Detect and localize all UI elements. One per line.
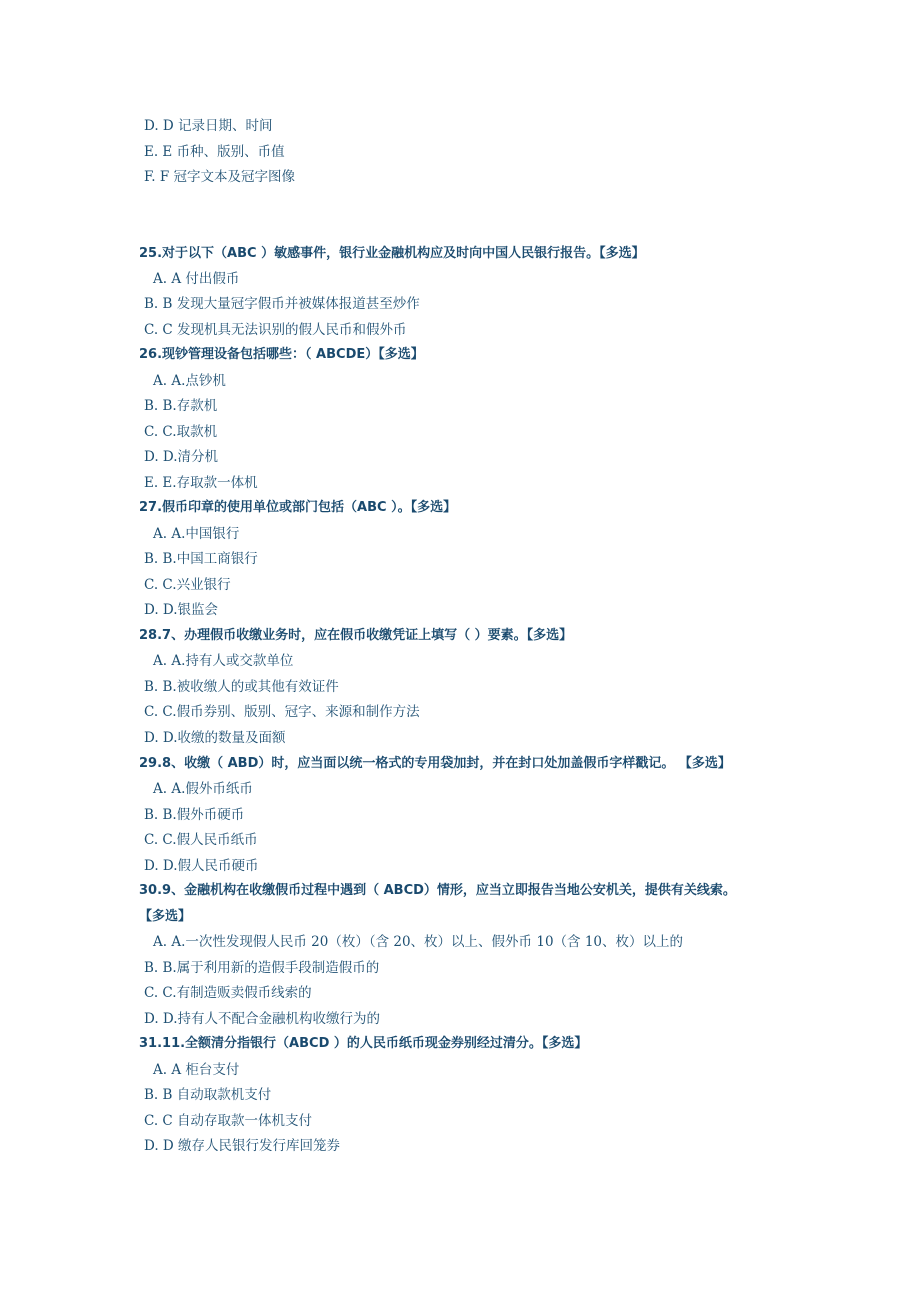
option-line: C. C.兴业银行	[144, 577, 231, 593]
option-line: F. F 冠字文本及冠字图像	[144, 169, 296, 185]
question-25: 25.对于以下（ABC ）敏感事件，银行业金融机构应及时向中国人民银行报告。【多选】	[139, 246, 645, 261]
question-30-tag: 【多选】	[139, 909, 192, 924]
option-line: C. C.有制造贩卖假币线索的	[144, 985, 312, 1001]
option-line: C. C.假人民币纸币	[144, 832, 258, 848]
option-line: C. C.取款机	[144, 424, 218, 440]
option-line: B. B.存款机	[144, 398, 218, 414]
option-line: D. D.清分机	[144, 449, 219, 465]
question-27: 27.假币印章的使用单位或部门包括（ABC ）。【多选】	[139, 500, 457, 515]
option-line: E. E.存取款一体机	[144, 475, 258, 491]
option-line: B. B 发现大量冠字假币并被媒体报道甚至炒作	[144, 296, 420, 312]
option-line: D. D.持有人不配合金融机构收缴行为的	[144, 1011, 381, 1027]
option-line: B. B 自动取款机支付	[144, 1087, 272, 1103]
question-26: 26.现钞管理设备包括哪些：（ ABCDE）【多选】	[139, 347, 424, 362]
option-line: B. B.被收缴人的或其他有效证件	[144, 679, 339, 695]
option-line: A. A.持有人或交款单位	[153, 653, 294, 669]
option-line: D. D.银监会	[144, 602, 219, 618]
option-line: B. B.假外币硬币	[144, 807, 245, 823]
option-line: A. A 柜台支付	[153, 1062, 240, 1078]
question-28: 28.7、办理假币收缴业务时，应在假币收缴凭证上填写（ ）要素。【多选】	[139, 628, 573, 643]
option-line: D. D 记录日期、时间	[144, 118, 273, 134]
option-line: B. B.中国工商银行	[144, 551, 258, 567]
question-30: 30.9、金融机构在收缴假币过程中遇到（ ABCD）情形，应当立即报告当地公安机关，提供有关线索。	[139, 883, 736, 898]
option-line: C. C 自动存取款一体机支付	[144, 1113, 313, 1129]
option-line: D. D.收缴的数量及面额	[144, 730, 286, 746]
option-line: A. A.点钞机	[153, 373, 226, 389]
option-line: D. D.假人民币硬币	[144, 858, 259, 874]
question-31: 31.11.全额清分指银行（ABCD ）的人民币纸币现金券别经过清分。【多选】	[139, 1036, 588, 1051]
option-line: A. A.一次性发现假人民币 20（枚）（含 20、枚）以上、假外币 10（含 10、枚）以上的	[153, 934, 683, 950]
option-line: B. B.属于利用新的造假手段制造假币的	[144, 960, 380, 976]
option-line: A. A.中国银行	[153, 526, 240, 542]
option-line: D. D 缴存人民银行发行库回笼券	[144, 1138, 341, 1154]
question-29: 29.8、收缴（ ABD）时，应当面以统一格式的专用袋加封，并在封口处加盖假币字样戳记。 【多选】	[139, 756, 731, 771]
option-line: A. A.假外币纸币	[153, 781, 253, 797]
option-line: C. C 发现机具无法识别的假人民币和假外币	[144, 322, 407, 338]
option-line: A. A 付出假币	[153, 271, 240, 287]
option-line: E. E 币种、版别、币值	[144, 144, 285, 160]
option-line: C. C.假币券别、版别、冠字、来源和制作方法	[144, 704, 420, 720]
